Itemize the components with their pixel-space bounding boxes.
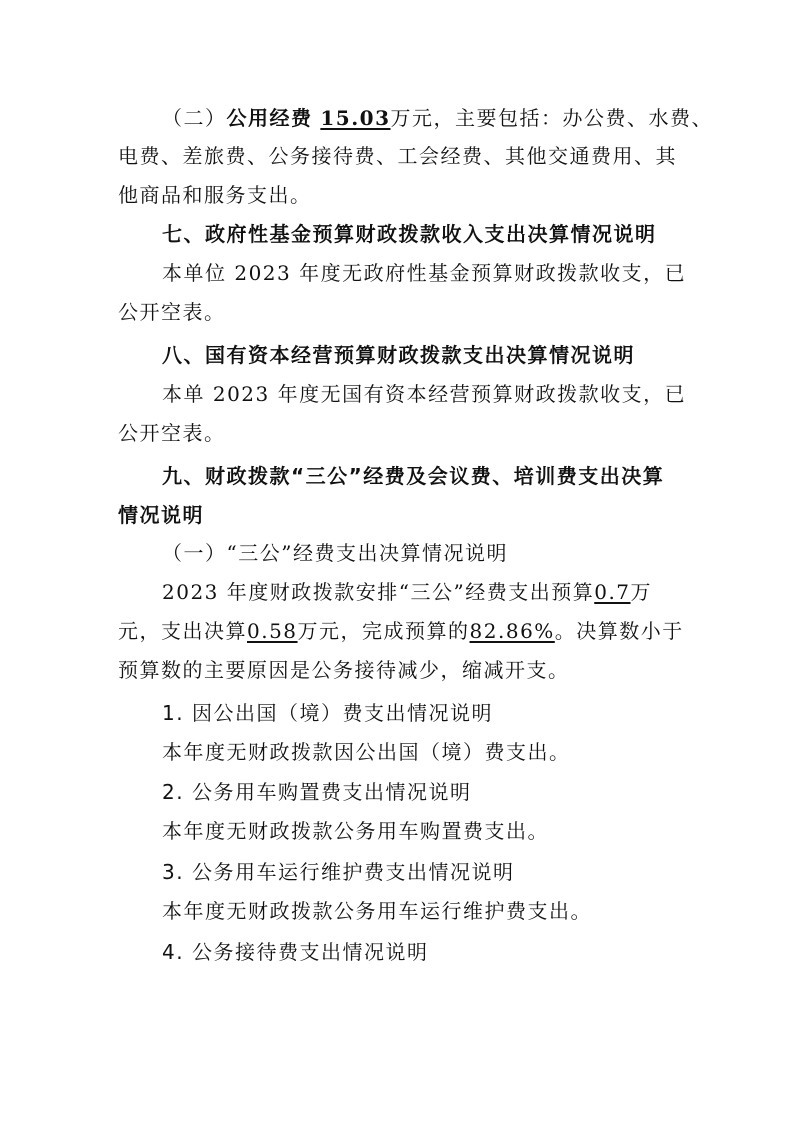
three-public-line-1 — [162, 579, 652, 605]
section-9-subheading: （一）“三公”经费支出决算情况说明 — [162, 541, 508, 565]
section-7-heading: 七、政府性基金预算财政拨款收入支出决算情况说明 — [162, 222, 657, 246]
public-expense-prefix: （二） — [162, 106, 227, 130]
three-public-actual: 0.58 — [247, 619, 298, 643]
section-8-text-2: 公开空表。 — [118, 421, 226, 445]
item-2-desc: 本年度无财政拨款公务用车购置费支出。 — [162, 819, 549, 843]
three-public-text-a: 2023 年度财政拨款安排“三公”经费支出预算 — [162, 580, 595, 604]
three-public-text-c: 元，支出决算 — [118, 619, 247, 643]
three-public-text-b: 万 — [630, 580, 653, 604]
section-9-heading-2: 情况说明 — [118, 503, 204, 527]
section-8-heading: 八、国有资本经营预算财政拨款支出决算情况说明 — [162, 343, 635, 367]
public-expense-line-2: 电费、差旅费、公务接待费、工会经费、其他交通费用、其 — [118, 144, 677, 168]
item-4-title: 4. 公务接待费支出情况说明 — [162, 940, 429, 964]
section-9-heading-1: 九、财政拨款“三公”经费及会议费、培训费支出决算 — [162, 464, 665, 488]
public-expense-line-1 — [162, 105, 713, 131]
public-expense-rest: 万元，主要包括：办公费、水费、 — [390, 106, 713, 130]
public-expense-line-3: 他商品和服务支出。 — [118, 183, 312, 207]
section-8-text-1: 本单 2023 年度无国有资本经营预算财政拨款收支，已 — [162, 382, 687, 406]
three-public-text-e: 。决算数小于 — [554, 619, 684, 643]
three-public-text-d: 万元，完成预算的 — [297, 619, 470, 643]
three-public-budget: 0.7 — [594, 580, 631, 604]
three-public-rate: 82.86% — [469, 619, 555, 643]
item-3-title: 3. 公务用车运行维护费支出情况说明 — [162, 860, 515, 884]
section-7-text-2: 公开空表。 — [118, 300, 226, 324]
three-public-line-3: 预算数的主要原因是公务接待减少，缩减开支。 — [118, 658, 570, 682]
item-3-desc: 本年度无财政拨款公务用车运行维护费支出。 — [162, 899, 592, 923]
three-public-line-2 — [118, 618, 684, 644]
section-7-text-1: 本单位 2023 年度无政府性基金预算财政拨款收支，已 — [162, 261, 687, 285]
item-1-title: 1. 因公出国（境）费支出情况说明 — [162, 701, 493, 725]
item-1-desc: 本年度无财政拨款因公出国（境）费支出。 — [162, 740, 571, 764]
item-2-title: 2. 公务用车购置费支出情况说明 — [162, 780, 472, 804]
public-expense-label: 公用经费 — [226, 106, 313, 130]
public-expense-amount: 15.03 — [320, 106, 391, 130]
